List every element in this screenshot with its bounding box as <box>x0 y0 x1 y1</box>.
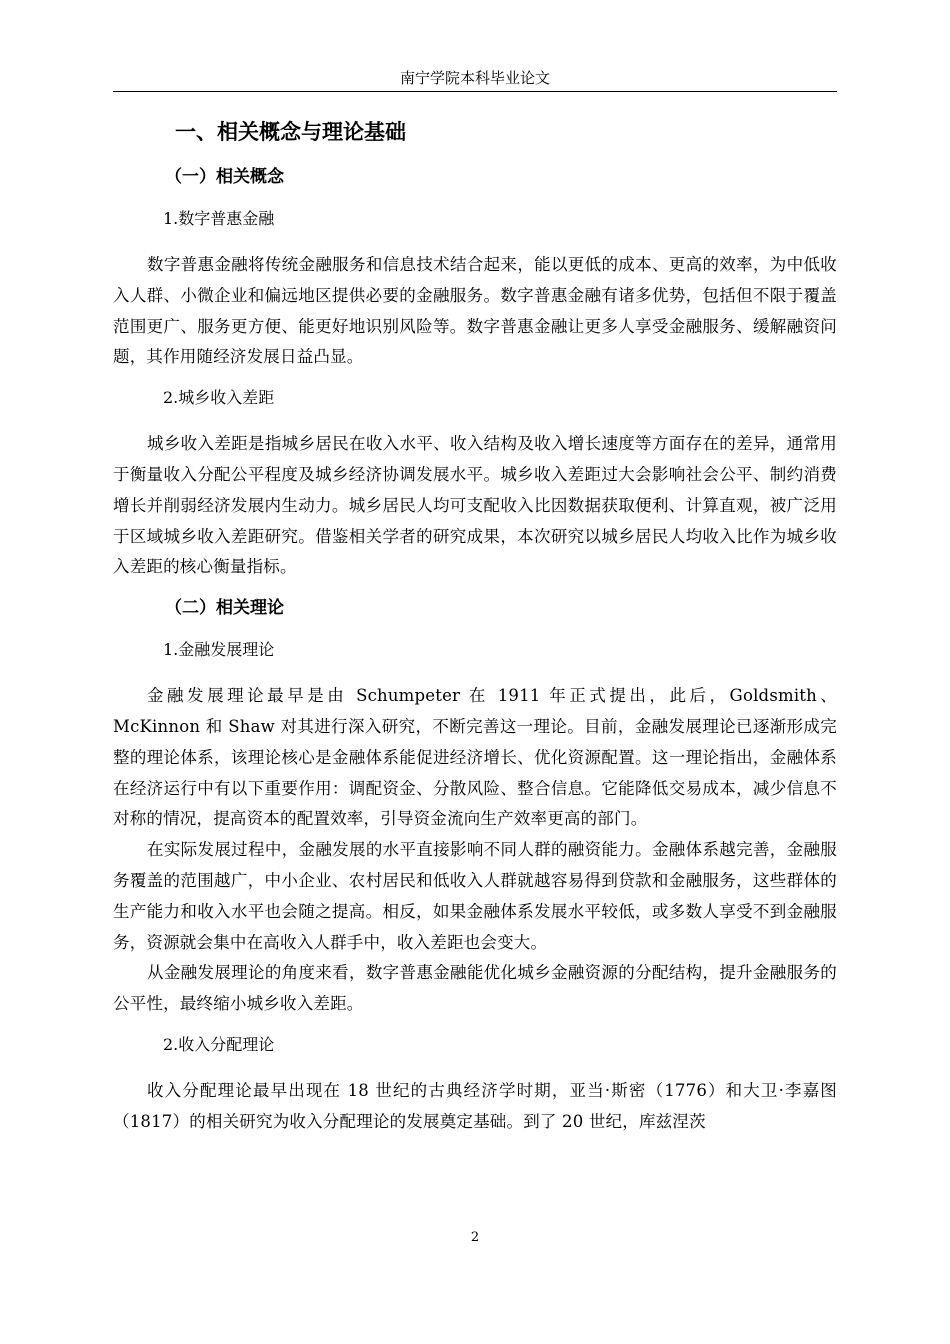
page-number: 2 <box>470 1230 480 1245</box>
subsection-heading-income-distribution: 2.收入分配理论 <box>163 1034 275 1054</box>
paragraph: 金融发展理论最早是由 Schumpeter 在 1911 年正式提出，此后，Goldsmith、McKinnon 和 Shaw 对其进行深入研究，不断完善这一理论。目前，金融发展理论已逐渐形成完整的理论体系，该理论核心是金融体系能促进经济增长、优化资源配置。这一理论指出，金融体系在经济运行中有以下重要作用：调配资金、分散风险、整合信息。它能降低交易成本，减少信息不对称的情况，提高资本的配置效率，引导资金流向生产效率更高的部门。 <box>113 686 837 829</box>
chapter-heading: 一、相关概念与理论基础 <box>175 119 406 144</box>
paragraph: 从金融发展理论的角度来看，数字普惠金融能优化城乡金融资源的分配结构，提升金融服务的公平性，最终缩小城乡收入差距。 <box>113 963 837 1014</box>
section-heading-concepts: （一）相关概念 <box>165 167 284 187</box>
page-body <box>113 112 837 1138</box>
paragraph: 城乡收入差距是指城乡居民在收入水平、收入结构及收入增长速度等方面存在的差异，通常用于衡量收入分配公平程度及城乡经济协调发展水平。城乡收入差距过大会影响社会公平、制约消费增长并削弱经济发展内生动力。城乡居民人均可支配收入比因数据获取便利、计算直观，被广泛用于区域城乡收入差距研究。借鉴相关学者的研究成果，本次研究以城乡居民人均收入比作为城乡收入差距的核心衡量指标。 <box>113 434 837 577</box>
header-rule <box>113 91 837 92</box>
subsection-heading-financial-development: 1.金融发展理论 <box>163 640 275 660</box>
subsection-heading-income-gap: 2.城乡收入差距 <box>163 388 275 408</box>
paragraph: 收入分配理论最早出现在 18 世纪的古典经济学时期，亚当·斯密（1776）和大卫·李嘉图（1817）的相关研究为收入分配理论的发展奠定基础。到了 20 世纪，库兹涅茨 <box>113 1080 837 1131</box>
section-heading-theories: （二）相关理论 <box>165 598 284 619</box>
paragraph: 数字普惠金融将传统金融服务和信息技术结合起来，能以更低的成本、更高的效率，为中低收入人群、小微企业和偏远地区提供必要的金融服务。数字普惠金融有诸多优势，包括但不限于覆盖范围更广、服务更方便、能更好地识别风险等。数字普惠金融让更多人享受金融服务、缓解融资问题，其作用随经济发展日益凸显。 <box>113 255 837 367</box>
running-header: 南宁学院本科毕业论文 <box>399 69 550 87</box>
paragraph: 在实际发展过程中，金融发展的水平直接影响不同人群的融资能力。金融体系越完善，金融服务覆盖的范围越广，中小企业、农村居民和低收入人群就越容易得到贷款和金融服务，这些群体的生产能力和收入水平也会随之提高。相反，如果金融体系发展水平较低，或多数人享受不到金融服务，资源就会集中在高收入人群手中，收入差距也会变大。 <box>113 840 837 952</box>
subsection-heading-digital-inclusive-finance: 1.数字普惠金融 <box>163 209 275 228</box>
